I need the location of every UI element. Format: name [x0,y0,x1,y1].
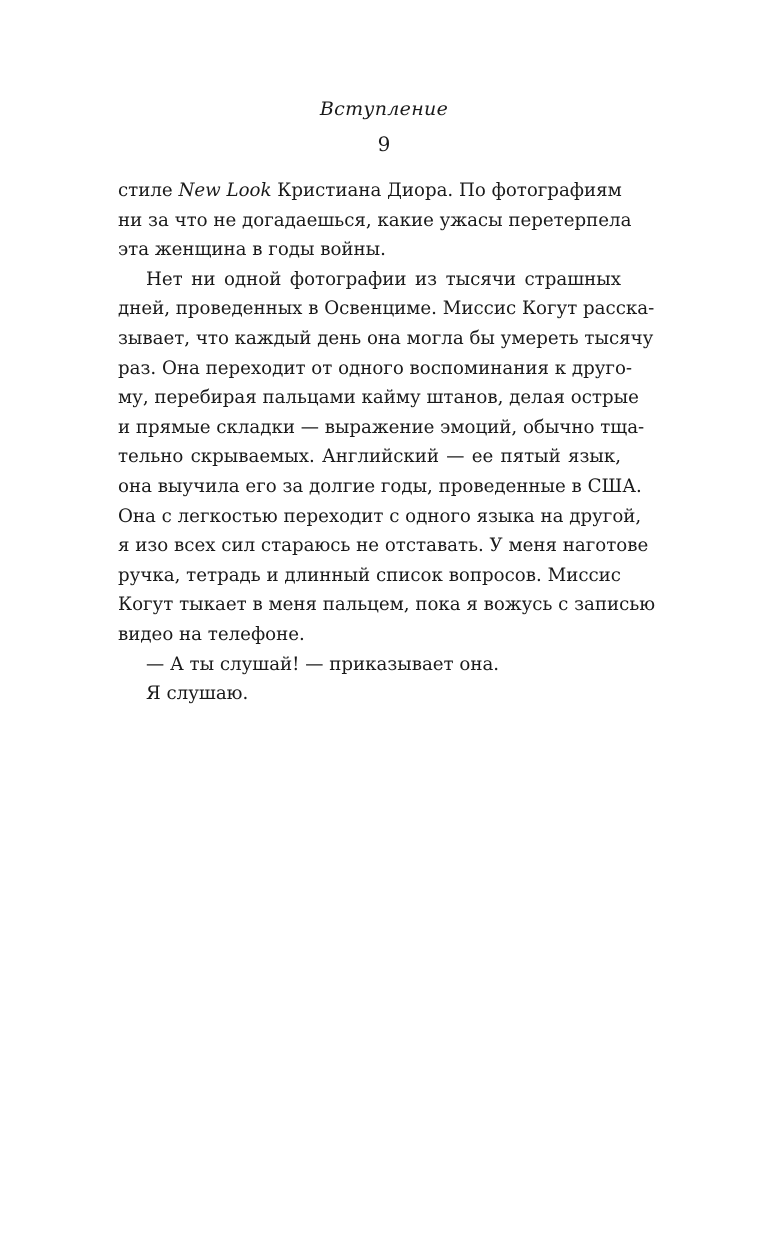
text-line: ручка, тетрадь и длинный список вопросов. Миссис [118,564,621,586]
dialogue-line: — А ты слушай! — приказывает она. [146,653,500,675]
text-line: зывает, что каждый день она могла бы умереть тысячу [118,327,654,349]
paragraph-3 [118,650,621,680]
body-text [118,176,656,709]
text-line: эта женщина в годы войны. [118,239,386,261]
text-line: раз. Она переходит от одного воспоминания к друго- [118,357,633,379]
text-line: тельно скрываемых. Английский — ее пятый язык, [118,446,621,468]
text-line: дней, проведенных в Освенциме. Миссис Когут расска- [118,298,655,320]
paragraph-4 [118,679,621,709]
text-line: Нет ни одной фотографии из тысячи страшных [146,268,621,290]
text-line: она выучила его за долгие годы, проведенные в США. [118,475,642,497]
text-fragment: стиле [118,180,179,201]
text-line: Когут тыкает в меня пальцем, пока я вожусь с записью [118,594,656,616]
text-line: я изо всех сил стараюсь не отставать. У меня наготове [118,535,649,557]
page-number: 9 [377,132,391,156]
text-line: и прямые складки — выражение эмоций, обычно тща- [118,416,645,438]
text-line [118,176,621,206]
paragraph-1 [118,176,632,265]
running-head: Вступление [319,98,449,120]
text-line: Она с легкостью переходит с одного языка на другой, [118,505,642,527]
text-fragment: Кристиана Диора. По фотографиям [271,180,622,201]
paragraph-2 [118,265,656,650]
text-line: ни за что не догадаешься, какие ужасы перетерпела [118,209,632,231]
text-line: Я слушаю. [146,683,249,705]
italic-title: New Look [178,180,272,201]
text-line: му, перебирая пальцами кайму штанов, делая острые [118,387,639,409]
text-line: видео на телефоне. [118,623,305,645]
